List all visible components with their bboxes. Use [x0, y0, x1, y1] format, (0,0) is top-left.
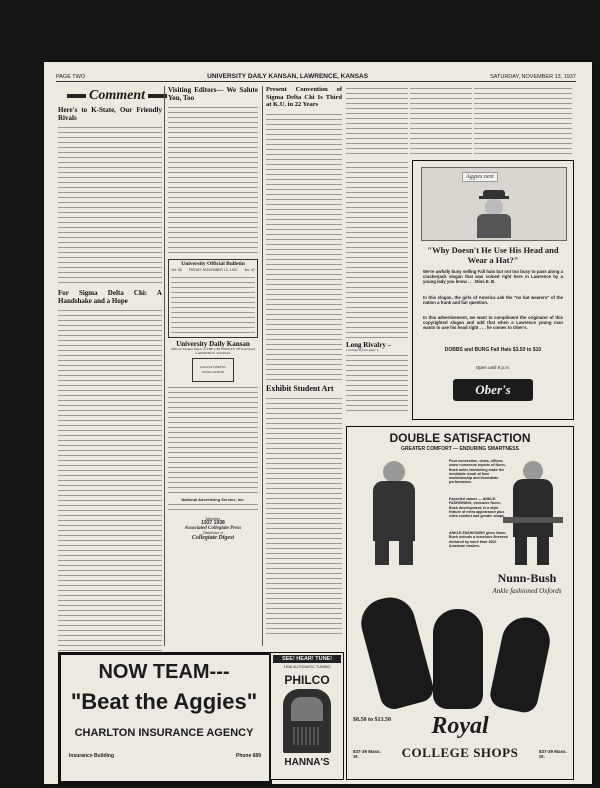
nunn-bush-ad — [346, 426, 574, 780]
official-bulletin-box — [168, 259, 258, 338]
continuation-column-3 — [474, 86, 572, 156]
insurance-building: Insurance Building — [69, 753, 115, 759]
oxford-shoe-right — [488, 613, 554, 715]
article-title-sdx: For Sigma Delta Chi: A Handshake and a Hope — [58, 289, 162, 305]
obers-body-2: In this slogan, the girls of America ask the "no hat wearers" of the nation a frank and fair question. — [423, 295, 563, 306]
continuation-column — [346, 86, 408, 156]
man-hat-illustration — [477, 190, 511, 238]
bulletin-vol: Vol. 35 — [171, 268, 182, 272]
philco-radio-ad — [270, 652, 344, 780]
bulletin-info — [171, 268, 255, 273]
article-body-filler — [58, 308, 162, 680]
page-header — [56, 70, 576, 82]
masthead — [168, 342, 258, 541]
obers-body-3: In this advertisement, we want to compliment the originator of this copyrighted slogan and add that when a Lawrence young man wants to use his head right . . . he comes to Ober's. — [423, 315, 563, 331]
nunn-bush-tagline: Ankle fashioned Oxfords — [492, 587, 562, 595]
store-address-left: 837-39 Mass. St. — [353, 749, 381, 759]
men-illustration — [353, 457, 447, 567]
oxford-shoe-center — [433, 609, 483, 709]
obers-hours: Open until 9 p.m. — [475, 365, 511, 370]
page-label: PAGE TWO — [56, 74, 86, 80]
continuation-column-2 — [410, 86, 472, 156]
royal-store-name: Royal — [431, 713, 489, 739]
philco-subhead: 1938 AUTOMATIC TUNING — [283, 665, 331, 669]
news-column — [266, 86, 342, 646]
insurance-agency: CHARLTON INSURANCE AGENCY — [74, 727, 254, 739]
nunn-bush-brand: Nunn-Bush — [497, 571, 557, 585]
obers-deal: DOBBS and BURG Fall Hats $3.50 to $10 — [444, 347, 542, 353]
bulletin-date: FRIDAY, NOVEMBER 12, 1937 — [188, 268, 238, 272]
hannas-store: HANNA'S — [284, 757, 330, 768]
insurance-line-2: "Beat the Aggies" — [70, 689, 258, 714]
men-illustration-right — [503, 457, 567, 567]
member-label: Member — [205, 516, 221, 521]
long-rivalry-continued: Continued from page 1 — [346, 348, 379, 352]
issue-date: SATURDAY, NOVEMBER 13, 1937 — [490, 74, 576, 80]
long-rivalry-title: Long Rivalry – — [346, 341, 392, 349]
bulletin-no: No. 47 — [244, 268, 255, 272]
insurance-phone: Phone 689 — [235, 753, 261, 759]
comment-column — [58, 106, 162, 646]
convention-title: Present Convention of Sigma Delta Chi Is Third at K.U. in 22 Years — [266, 86, 342, 108]
masthead-subtitle: Official Student Paper of THE UNIVERSITY OF KANSAS LAWRENCE, KANSAS — [170, 347, 256, 355]
comment-heading: Comment — [64, 88, 170, 104]
masthead-title: University Daily Kansan — [176, 340, 250, 348]
obers-body-1: We're awfully busy selling Fall hats but not too busy to pass along a crackerjack slogan that was coined right here in Lawrence by a young lady you know . . . Miss E. B. — [423, 269, 563, 285]
long-rivalry-column — [346, 160, 408, 422]
nunn-bush-body-2: Expected values — ANKLE-FASHIONING, exclusive Nunn-Bush development, is a style feature of extra appearance plus extra comfort and greater shape. — [449, 497, 505, 519]
visiting-editors-title: Visiting Editors— We Salute You, Too — [168, 86, 258, 102]
nunn-bush-body-3: ANKLE-FASHIONING gives Nunn-Bush oxfords a luxurious fineness declared by more than 1600 American dealers. — [449, 531, 508, 548]
distributor-label: Distributor of — [203, 531, 223, 535]
nunn-bush-headline: DOUBLE SATISFACTION — [389, 431, 531, 445]
collegiate-digest: Collegiate Digest — [191, 535, 235, 541]
obers-hat-ad — [412, 160, 574, 420]
exhibit-title: Exhibit Student Art — [266, 383, 334, 393]
editorial-column — [168, 86, 258, 646]
press-years: 1937 1938 — [201, 520, 225, 526]
bulletin-title: University Official Bulletin — [181, 261, 245, 267]
aggies-next-sign — [421, 167, 567, 241]
philco-brand: PHILCO — [284, 673, 330, 687]
obers-logo: Ober's — [453, 379, 533, 401]
national-ad-service: National Advertising Service, Inc. — [181, 497, 245, 502]
insurance-line-1: NOW TEAM--- — [98, 661, 230, 683]
visiting-body-filler — [168, 105, 258, 255]
oxford-shoe-left — [356, 592, 437, 712]
radio-illustration — [283, 689, 331, 753]
publication-name: UNIVERSITY DAILY KANSAN, LAWRENCE, KANSAS — [207, 73, 369, 80]
nunn-bush-subhead: GREATER COMFORT — ENDURING SMARTNESS — [401, 446, 519, 452]
royal-store-subname: COLLEGE SHOPS — [401, 745, 519, 760]
article-title-kstate: Here's to K-State, Our Friendly Rivals — [58, 106, 162, 122]
nunn-bush-price: $8.50 to $13.50 — [353, 717, 391, 723]
charlton-insurance-ad — [58, 652, 272, 784]
philco-headline: SEE! HEAR! TUNE! — [273, 655, 341, 663]
sign-text: Aggies next — [462, 172, 498, 182]
obers-headline: "Why Doesn't He Use His Head and Wear a Hat?" — [427, 245, 559, 265]
article-body-filler — [58, 125, 162, 285]
nunn-bush-body-1: Poor connection, clubs, offices, some numerous reports of Nunn-Bush ankle-fashioning make the inevitable result of finer workmanship and immediate performance. — [449, 459, 506, 485]
kansas-press-badge: KANSAS PRESS ASSOCIATION — [192, 358, 234, 382]
acp-label: Associated Collegiate Press — [184, 526, 242, 531]
store-address-right: 837-39 Mass. St. — [539, 749, 567, 759]
